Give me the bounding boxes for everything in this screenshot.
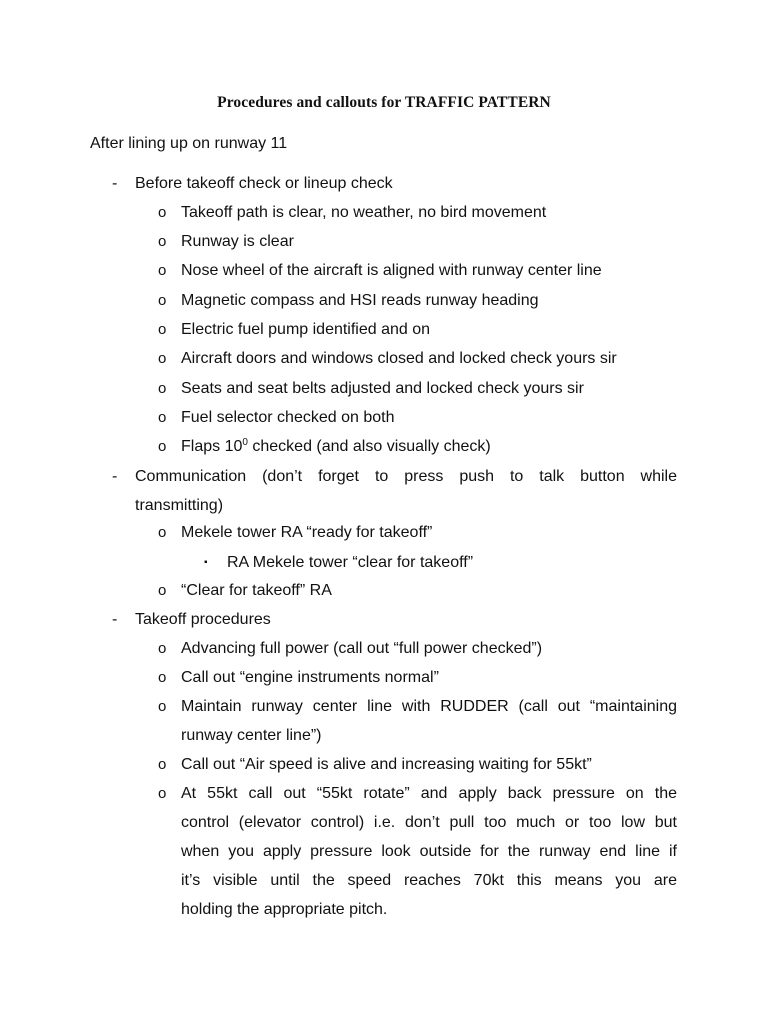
sub-list-item: RA Mekele tower “clear for takeoff” bbox=[227, 554, 474, 571]
circle-bullet: o bbox=[158, 524, 167, 541]
circle-bullet: o bbox=[158, 292, 167, 309]
circle-bullet: o bbox=[158, 640, 167, 657]
list-item: Call out “engine instruments normal” bbox=[181, 669, 439, 686]
list-item-rotate-cont: holding the appropriate pitch. bbox=[181, 901, 388, 918]
circle-bullet: o bbox=[158, 582, 167, 599]
intro-line: After lining up on runway 11 bbox=[90, 135, 288, 152]
circle-bullet: o bbox=[158, 321, 167, 338]
circle-bullet: o bbox=[158, 438, 167, 455]
circle-bullet: o bbox=[158, 669, 167, 686]
list-item: Magnetic compass and HSI reads runway heading bbox=[181, 292, 539, 309]
list-item-flaps bbox=[181, 437, 491, 457]
dash-bullet: - bbox=[112, 611, 118, 628]
circle-bullet: o bbox=[158, 785, 167, 802]
list-item: Advancing full power (call out “full power checked”) bbox=[181, 640, 543, 657]
list-item-rudder-cont: runway center line”) bbox=[181, 727, 322, 744]
document-title: Procedures and callouts for TRAFFIC PATTERN bbox=[217, 94, 551, 111]
section-heading-communication: Communication (don’t forget to press push to talk button while bbox=[135, 468, 677, 485]
flaps-suffix: checked (and also visually check) bbox=[247, 438, 491, 455]
circle-bullet: o bbox=[158, 756, 167, 773]
list-item-rudder: Maintain runway center line with RUDDER (call out “maintaining bbox=[181, 698, 677, 715]
list-item: Seats and seat belts adjusted and locked check yours sir bbox=[181, 380, 584, 397]
circle-bullet: o bbox=[158, 233, 167, 250]
list-item-rotate: At 55kt call out “55kt rotate” and apply back pressure on the bbox=[181, 785, 677, 802]
list-item: “Clear for takeoff” RA bbox=[181, 582, 332, 599]
dash-bullet: - bbox=[112, 468, 118, 485]
circle-bullet: o bbox=[158, 350, 167, 367]
section-heading-before-takeoff: Before takeoff check or lineup check bbox=[135, 175, 393, 192]
list-item: Aircraft doors and windows closed and locked check yours sir bbox=[181, 350, 617, 367]
flaps-degree: 0 bbox=[242, 437, 248, 448]
circle-bullet: o bbox=[158, 380, 167, 397]
list-item: Mekele tower RA “ready for takeoff” bbox=[181, 524, 433, 541]
list-item-rotate-cont: when you apply pressure look outside for the runway end line if bbox=[181, 843, 677, 860]
section-heading-communication-cont: transmitting) bbox=[135, 497, 224, 514]
list-item: Electric fuel pump identified and on bbox=[181, 321, 431, 338]
square-bullet: ▪ bbox=[204, 557, 208, 568]
circle-bullet: o bbox=[158, 409, 167, 426]
flaps-prefix: Flaps 10 bbox=[181, 438, 243, 455]
list-item: Call out “Air speed is alive and increasing waiting for 55kt” bbox=[181, 756, 592, 773]
list-item: Runway is clear bbox=[181, 233, 294, 250]
circle-bullet: o bbox=[158, 204, 167, 221]
section-heading-takeoff: Takeoff procedures bbox=[135, 611, 271, 628]
list-item: Takeoff path is clear, no weather, no bird movement bbox=[181, 204, 547, 221]
list-item: Fuel selector checked on both bbox=[181, 409, 395, 426]
circle-bullet: o bbox=[158, 698, 167, 715]
list-item-rotate-cont: control (elevator control) i.e. don’t pull too much or too low but bbox=[181, 814, 677, 831]
list-item: Nose wheel of the aircraft is aligned with runway center line bbox=[181, 262, 602, 279]
dash-bullet: - bbox=[112, 175, 118, 192]
circle-bullet: o bbox=[158, 262, 167, 279]
list-item-rotate-cont: it’s visible until the speed reaches 70kt this means you are bbox=[181, 872, 677, 889]
